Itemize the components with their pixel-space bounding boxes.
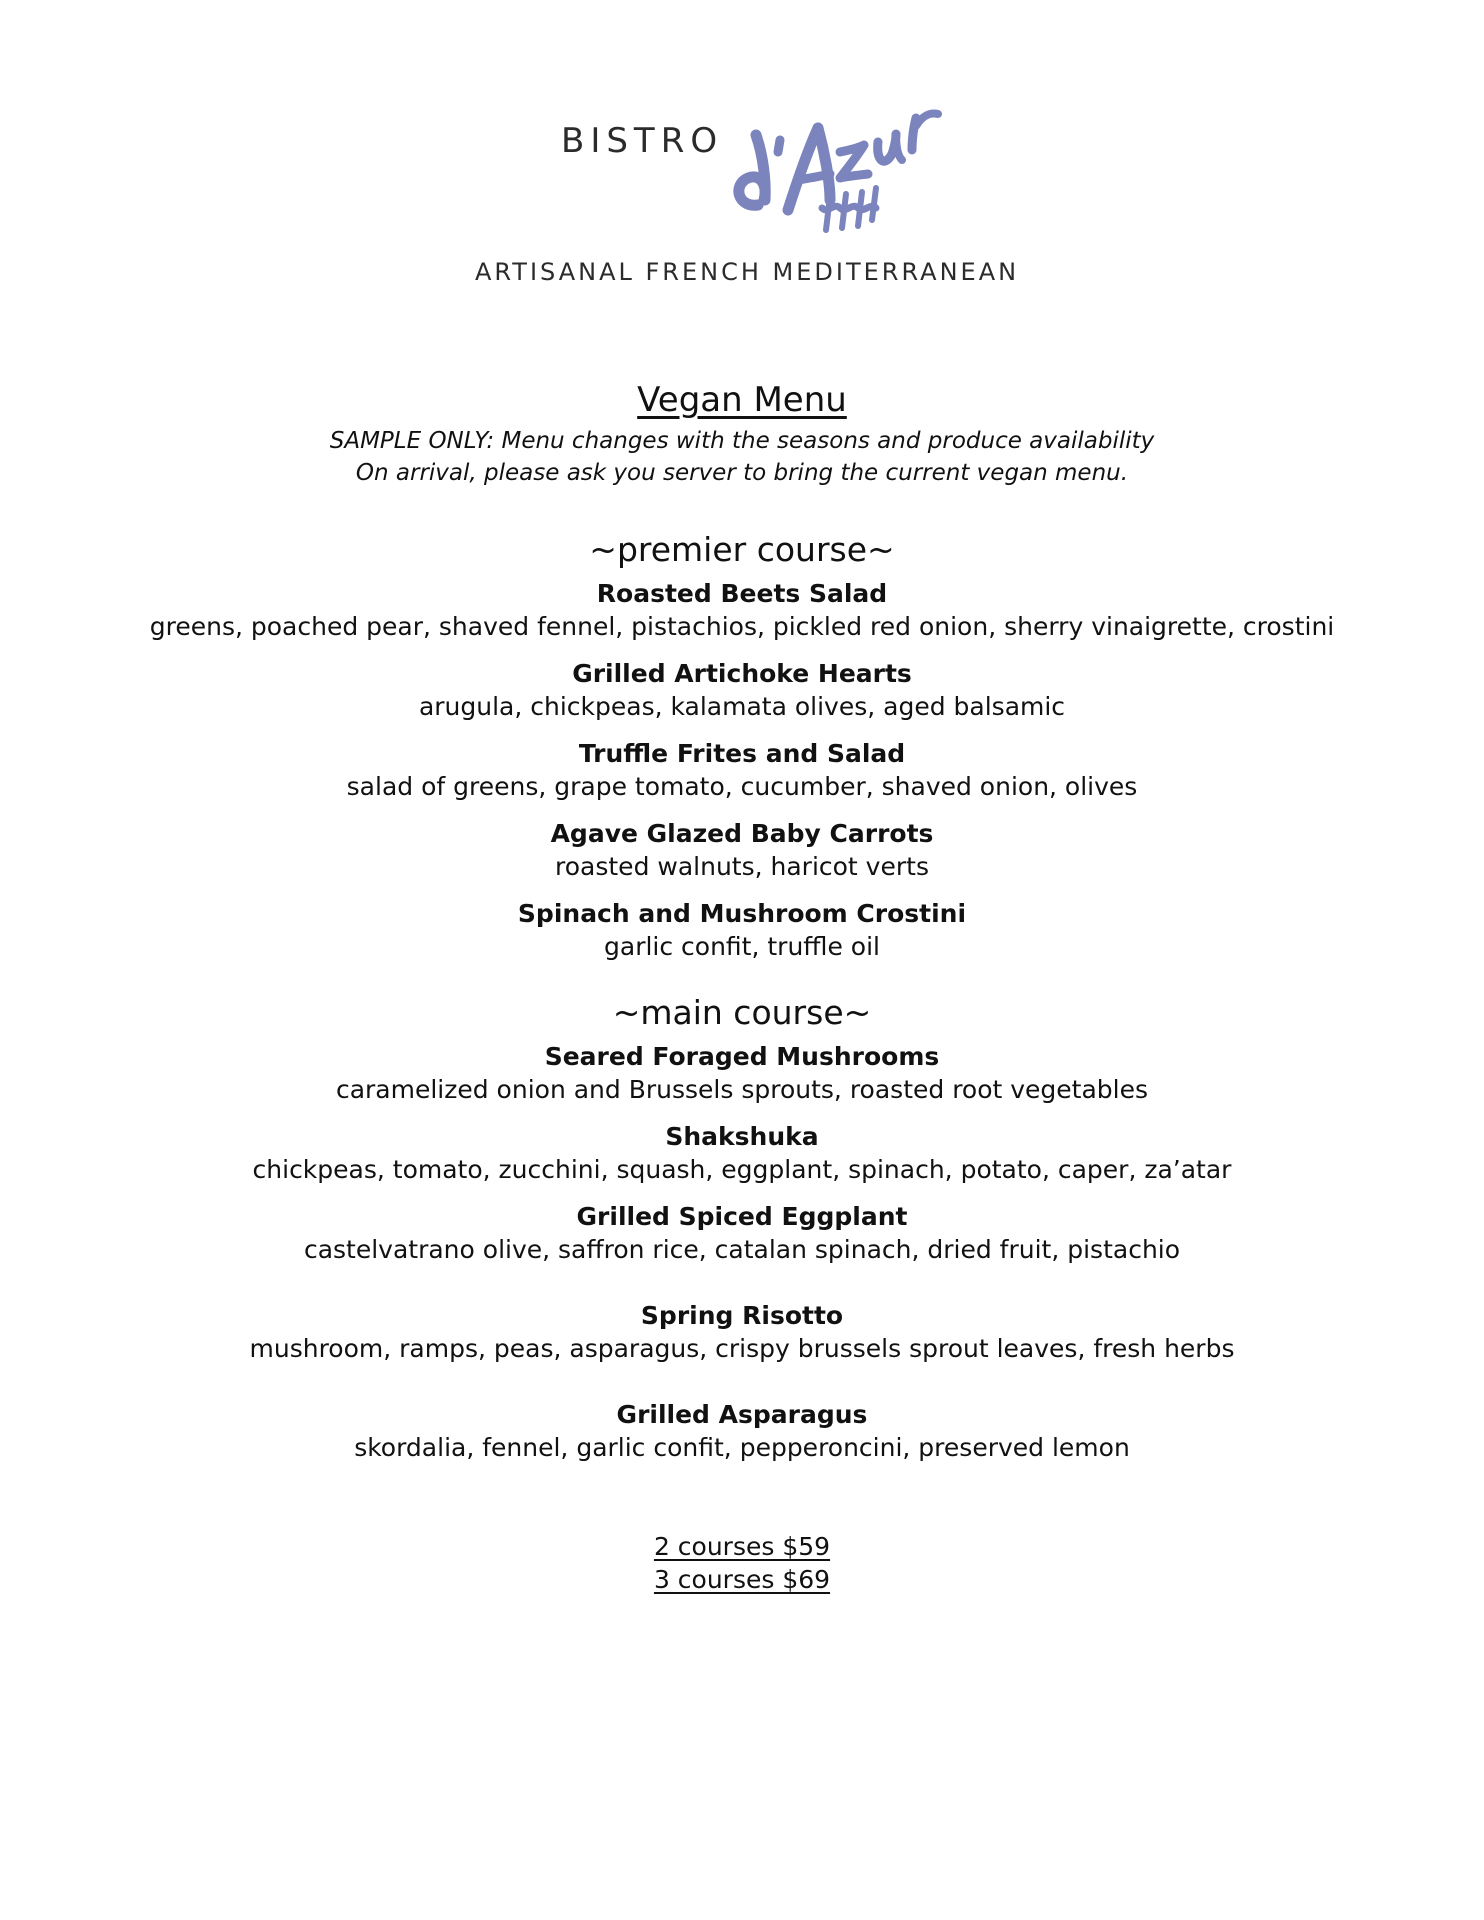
price-two-courses: 2 courses $59: [653, 1532, 831, 1561]
dish-name: Roasted Beets Salad: [596, 579, 888, 608]
dish-name: Spinach and Mushroom Crostini: [517, 899, 967, 928]
dish-description: castelvatrano olive, saffron rice, catalan spinach, dried fruit, pistachio: [303, 1235, 1181, 1264]
page-title: Vegan Menu: [637, 380, 847, 420]
dish-description: caramelized onion and Brussels sprouts, roasted root vegetables: [335, 1075, 1149, 1104]
dish-description: greens, poached pear, shaved fennel, pistachios, pickled red onion, sherry vinaigrette, crostini: [149, 612, 1335, 641]
dish-description: skordalia, fennel, garlic confit, pepperoncini, preserved lemon: [354, 1433, 1130, 1462]
dish-name: Seared Foraged Mushrooms: [544, 1042, 940, 1071]
price-three-courses: 3 courses $69: [653, 1565, 831, 1594]
dish-description: garlic confit, truffle oil: [604, 932, 880, 961]
logo-bistro-text: BISTRO: [561, 121, 724, 161]
dish-name: Grilled Artichoke Hearts: [572, 659, 912, 688]
logo-dazur: [718, 75, 948, 240]
notice-line-1: SAMPLE ONLY: Menu changes with the seasons and produce availability: [329, 428, 1155, 454]
dish-name: Agave Glazed Baby Carrots: [550, 819, 934, 848]
premier-course-heading: ~premier course~: [589, 530, 895, 569]
notice-line-2: On arrival, please ask you server to bring the current vegan menu.: [355, 460, 1129, 486]
dish-description: chickpeas, tomato, zucchini, squash, eggplant, spinach, potato, caper, za’atar: [252, 1155, 1232, 1184]
dish-description: roasted walnuts, haricot verts: [555, 852, 929, 881]
dish-description: mushroom, ramps, peas, asparagus, crispy brussels sprout leaves, fresh herbs: [249, 1334, 1235, 1363]
dish-name: Grilled Asparagus: [616, 1400, 868, 1429]
dish-description: arugula, chickpeas, kalamata olives, aged balsamic: [418, 692, 1066, 721]
dish-name: Grilled Spiced Eggplant: [576, 1202, 908, 1231]
dish-name: Shakshuka: [665, 1122, 819, 1151]
dish-name: Truffle Frites and Salad: [578, 739, 906, 768]
logo-brand-text: d'Azur: [718, 75, 769, 94]
dish-description: salad of greens, grape tomato, cucumber, shaved onion, olives: [346, 772, 1138, 801]
dish-name: Spring Risotto: [640, 1301, 844, 1330]
logo-tagline: ARTISANAL FRENCH MEDITERRANEAN: [474, 258, 1020, 286]
main-course-heading: ~main course~: [612, 993, 872, 1032]
